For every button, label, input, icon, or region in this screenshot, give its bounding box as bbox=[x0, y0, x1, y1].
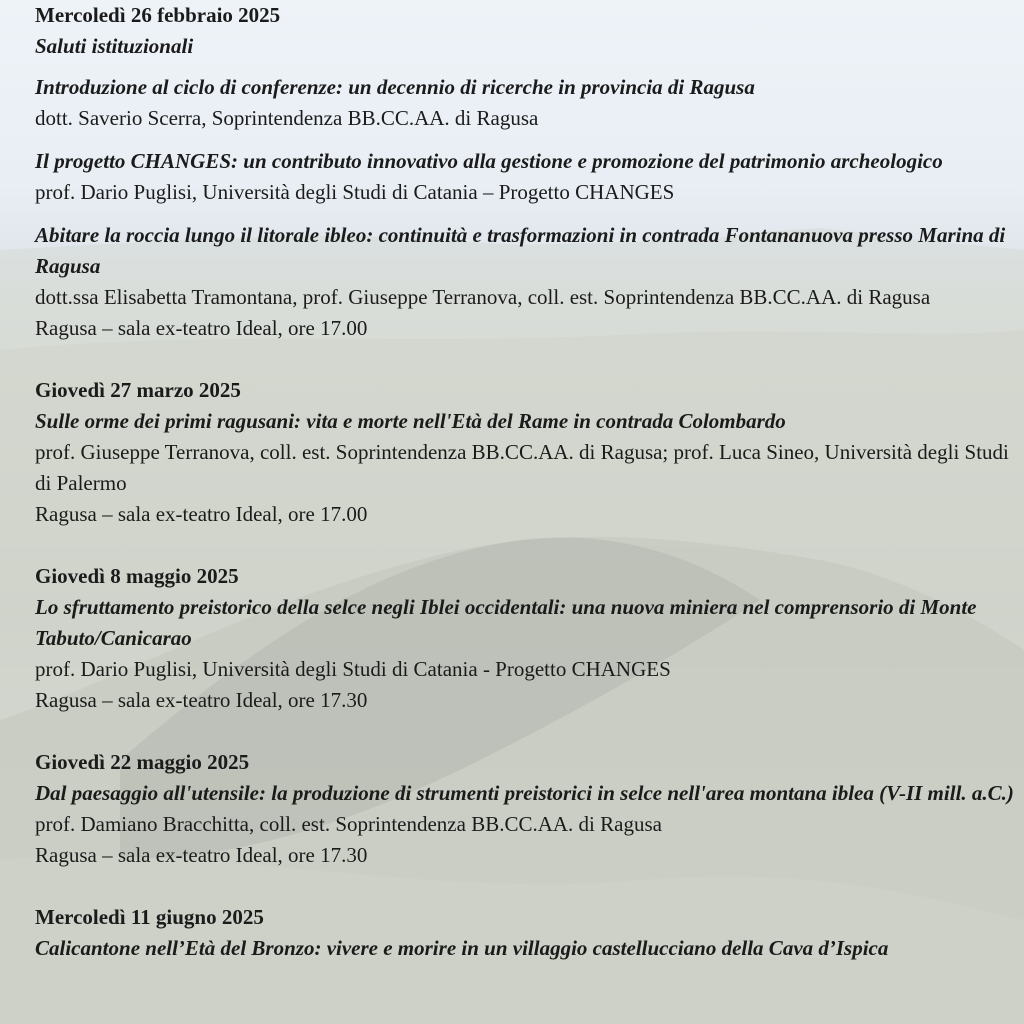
event-day-4 bbox=[35, 747, 1015, 871]
event-day-2 bbox=[35, 375, 1015, 530]
talk bbox=[35, 72, 1015, 134]
talk-speaker: prof. Dario Puglisi, Università degli Studi di Catania - Progetto CHANGES bbox=[35, 657, 671, 681]
talk-title: Dal paesaggio all'utensile: la produzione di strumenti preistorici in selce nell'area montana iblea (V-II mill. a.C.) bbox=[35, 781, 1014, 805]
talk-speaker: dott.ssa Elisabetta Tramontana, prof. Giuseppe Terranova, coll. est. Soprintendenza BB.CC.AA. di Ragusa bbox=[35, 285, 931, 309]
talk-speaker: prof. Dario Puglisi, Università degli Studi di Catania – Progetto CHANGES bbox=[35, 180, 675, 204]
program-content bbox=[35, 0, 1015, 964]
talk-title: Il progetto CHANGES: un contributo innovativo alla gestione e promozione del patrimonio archeologico bbox=[35, 149, 943, 173]
event-date: Giovedì 22 maggio 2025 bbox=[35, 750, 250, 774]
event-venue: Ragusa – sala ex-teatro Ideal, ore 17.30 bbox=[35, 688, 368, 712]
event-day-3 bbox=[35, 561, 1015, 716]
event-day-5 bbox=[35, 902, 1015, 964]
talk-speaker: prof. Giuseppe Terranova, coll. est. Soprintendenza BB.CC.AA. di Ragusa; prof. Luca Sineo, Università degli Studi di Palermo bbox=[35, 440, 1009, 495]
talk-speaker: dott. Saverio Scerra, Soprintendenza BB.CC.AA. di Ragusa bbox=[35, 106, 539, 130]
talk bbox=[35, 220, 1015, 313]
talk-title: Calicantone nell’Età del Bronzo: vivere e morire in un villaggio castellucciano della Cava d’Ispica bbox=[35, 936, 889, 960]
event-date: Mercoledì 11 giugno 2025 bbox=[35, 905, 264, 929]
event-day-1 bbox=[35, 0, 1015, 344]
event-date: Giovedì 8 maggio 2025 bbox=[35, 564, 239, 588]
talk-title: Saluti istituzionali bbox=[35, 34, 194, 58]
talk-title: Lo sfruttamento preistorico della selce negli Iblei occidentali: una nuova miniera nel comprensorio di Monte Tabuto/Canicarao bbox=[35, 595, 977, 650]
talk bbox=[35, 146, 1015, 208]
event-venue: Ragusa – sala ex-teatro Ideal, ore 17.30 bbox=[35, 843, 368, 867]
talk-speaker: prof. Damiano Bracchitta, coll. est. Soprintendenza BB.CC.AA. di Ragusa bbox=[35, 812, 662, 836]
talk-title: Abitare la roccia lungo il litorale ibleo: continuità e trasformazioni in contrada Fontananuova presso Marina di Ragusa bbox=[35, 223, 1006, 278]
event-venue: Ragusa – sala ex-teatro Ideal, ore 17.00 bbox=[35, 316, 368, 340]
talk-title: Introduzione al ciclo di conferenze: un decennio di ricerche in provincia di Ragusa bbox=[35, 75, 755, 99]
event-venue: Ragusa – sala ex-teatro Ideal, ore 17.00 bbox=[35, 502, 368, 526]
event-date: Giovedì 27 marzo 2025 bbox=[35, 378, 241, 402]
event-date: Mercoledì 26 febbraio 2025 bbox=[35, 3, 281, 27]
talk-title: Sulle orme dei primi ragusani: vita e morte nell'Età del Rame in contrada Colombardo bbox=[35, 409, 786, 433]
